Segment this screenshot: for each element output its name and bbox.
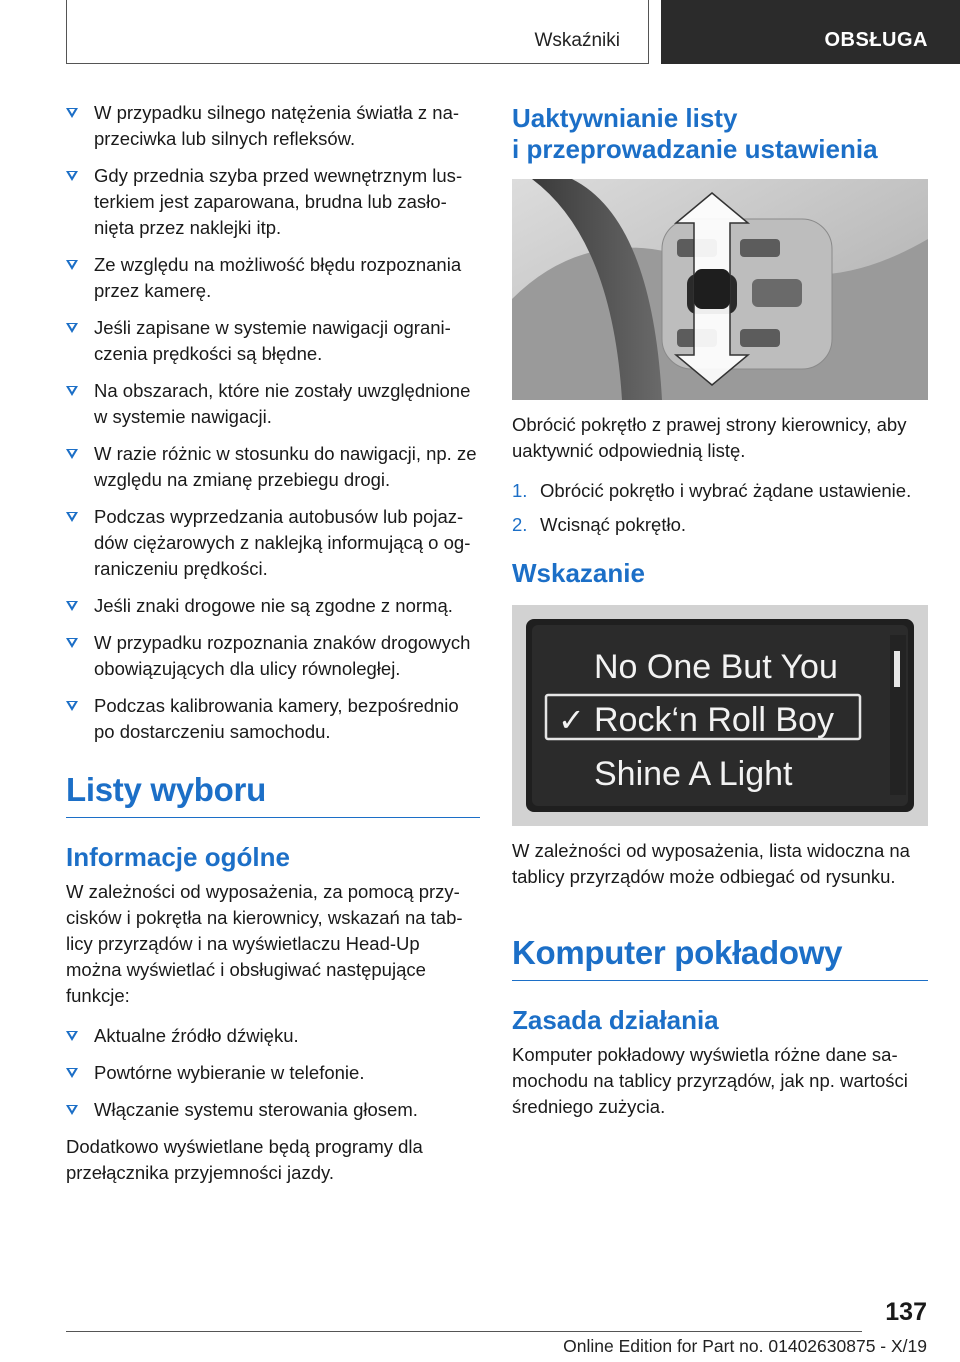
header-chapter-tab <box>661 0 960 64</box>
list-item: Podczas wyprzedzania autobusów lub pojazdów ciężarowych z naklejką informującą o ograniczeniu prędkości. <box>66 504 480 582</box>
display-item-2: Rock‘n Roll Boy <box>594 701 834 739</box>
principle-paragraph: Komputer pokładowy wyświetla różne dane samochodu na tablicy przyrządów, jak np. wartości średniego zużycia. <box>512 1044 908 1117</box>
left-column <box>66 100 480 1186</box>
list-item: Gdy przednia szyba przed wewnętrznym lusterkiem jest zaparowana, brudna lub zasłonięta przez naklejki itp. <box>66 163 480 241</box>
list-item: Podczas kalibrowania kamery, bezpośrednio po dostarczeniu samochodu. <box>66 693 480 745</box>
intro-paragraph: W zależności od wyposażenia, za pomocą przycisków i pokrętła na kierownicy, wskazań na tablicy przyrządów i na wyświetlaczu Head-Up można wyświetlać i obsługiwać następujące funkcje: <box>66 881 463 1006</box>
footer-divider <box>66 1331 862 1332</box>
triangle-bullet-icon <box>66 1031 78 1041</box>
list-item: W przypadku silnego natężenia światła z naprzeciwka lub silnych refleksów. <box>66 100 480 152</box>
section-title-selection-lists: Listy wyboru <box>66 771 480 818</box>
display-list-illustration <box>512 605 928 826</box>
condition-list <box>66 100 480 745</box>
step-list <box>512 478 928 538</box>
triangle-bullet-icon <box>66 1105 78 1115</box>
list-item: Jeśli zapisane w systemie nawigacji ograniczenia prędkości są błędne. <box>66 315 480 367</box>
triangle-bullet-icon <box>66 260 78 270</box>
triangle-bullet-icon <box>66 323 78 333</box>
steering-wheel-controls-image <box>512 179 928 400</box>
display-item-1: No One But You <box>594 648 838 686</box>
triangle-bullet-icon <box>66 601 78 611</box>
triangle-bullet-icon <box>66 701 78 711</box>
subsection-title-activate-list: Uaktywnianie listy i przeprowadzanie ustawienia <box>512 103 878 164</box>
subsection-title-display: Wskazanie <box>512 558 645 588</box>
list-item: Na obszarach, które nie zostały uwzględnione w systemie nawigacji. <box>66 378 480 430</box>
right-column <box>512 103 928 1120</box>
list-item: Jeśli znaki drogowe nie są zgodne z normą. <box>66 593 480 619</box>
list-item: Aktualne źródło dźwięku. <box>66 1023 480 1049</box>
header-section-title: Wskaźniki <box>534 30 620 51</box>
list-item: Włączanie systemu sterowania głosem. <box>66 1097 480 1123</box>
closing-paragraph: Dodatkowo wyświetlane będą programy dla przełącznika przyjemności jazdy. <box>66 1136 423 1183</box>
display-item-3: Shine A Light <box>594 755 793 793</box>
step-item: 2. Wcisnąć pokrętło. <box>512 514 686 535</box>
section-title-onboard-computer: Komputer pokładowy <box>512 934 928 981</box>
step-item: 1. Obrócić pokrętło i wybrać żądane ustawienie. <box>512 480 912 501</box>
triangle-bullet-icon <box>66 171 78 181</box>
check-icon: ✓ <box>558 701 585 739</box>
list-item: W przypadku rozpoznania znaków drogowych obowiązujących dla ulicy równoległej. <box>66 630 480 682</box>
list-item: Powtórne wybieranie w telefonie. <box>66 1060 480 1086</box>
scrollbar-thumb <box>894 651 900 687</box>
list-item: W razie różnic w stosunku do nawigacji, np. ze względu na zmianę przebiegu drogi. <box>66 441 480 493</box>
header-chapter-label: OBSŁUGA <box>824 29 928 51</box>
display-list-image <box>512 605 928 826</box>
subsection-title-principle: Zasada działania <box>512 1005 719 1035</box>
steering-wheel-illustration <box>512 179 928 400</box>
list-item: Ze względu na możliwość błędu rozpoznania przez kamerę. <box>66 252 480 304</box>
subsection-title-general-info: Informacje ogólne <box>66 842 290 872</box>
triangle-bullet-icon <box>66 638 78 648</box>
triangle-bullet-icon <box>66 386 78 396</box>
triangle-bullet-icon <box>66 108 78 118</box>
display-caption: W zależności od wyposażenia, lista widoczna na tablicy przyrządów może odbiegać od rysunku. <box>512 840 910 887</box>
triangle-bullet-icon <box>66 449 78 459</box>
footer-edition: Online Edition for Part no. 01402630875 - X/19 <box>563 1336 927 1356</box>
triangle-bullet-icon <box>66 1068 78 1078</box>
function-list <box>66 1023 480 1123</box>
triangle-bullet-icon <box>66 512 78 522</box>
activate-paragraph: Obrócić pokrętło z prawej strony kierownicy, aby uaktywnić odpowiednią listę. <box>512 414 907 461</box>
page-number: 137 <box>885 1298 927 1326</box>
